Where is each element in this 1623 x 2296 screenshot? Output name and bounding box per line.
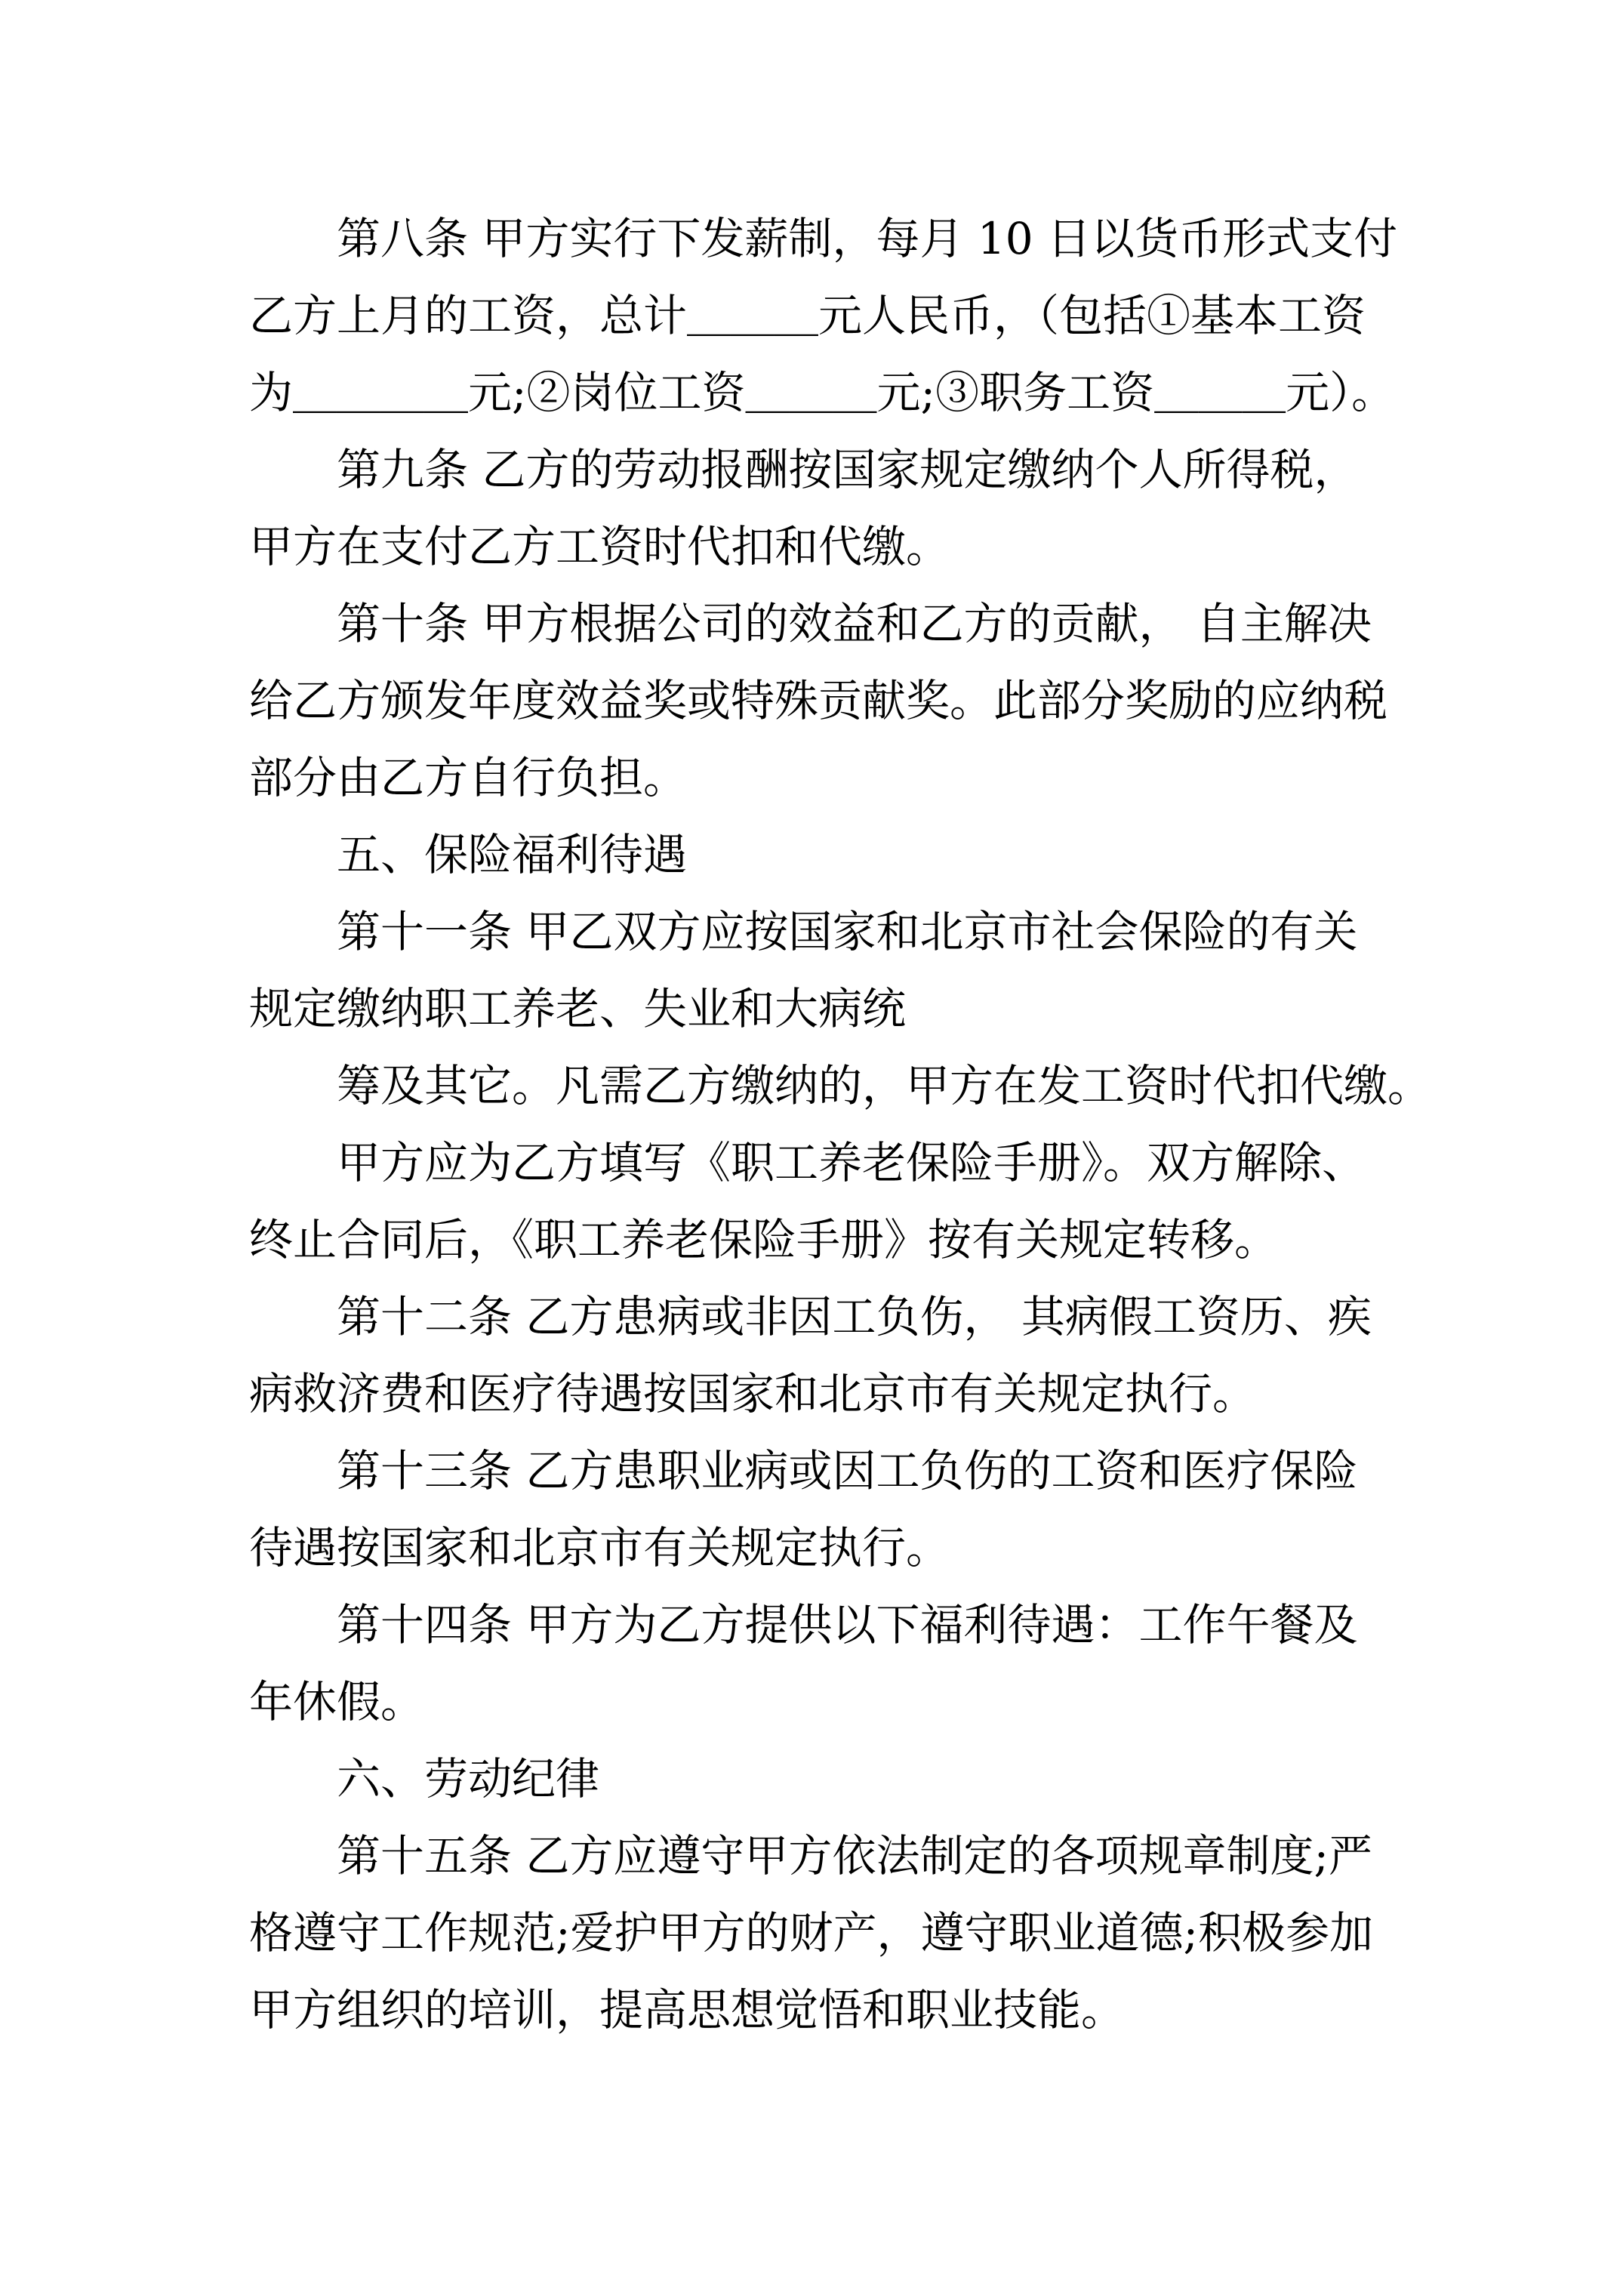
document-line: 终止合同后，《职工养老保险手册》按有关规定转移。 — [249, 1214, 1279, 1265]
document-line: 甲方应为乙方填写《职工养老保险手册》。双方解除、 — [337, 1137, 1366, 1188]
document-line: 年休假。 — [249, 1676, 425, 1727]
document-line: 第十二条 乙方患病或非因工负伤， 其病假工资历、疾 — [337, 1291, 1372, 1342]
document-line: 五、保险福利待遇 — [337, 829, 688, 880]
document-line: 第十四条 甲方为乙方提供以下福利待遇：工作午餐及 — [337, 1599, 1358, 1650]
document-line: 第九条 乙方的劳动报酬按国家规定缴纳个人所得税， — [337, 444, 1358, 495]
document-line: 乙方上月的工资，总计＿＿＿元人民币，（包括①基本工资 — [249, 290, 1366, 341]
document-line: 筹及其它。凡需乙方缴纳的，甲方在发工资时代扣代缴。 — [337, 1060, 1432, 1111]
document-line: 第十条 甲方根据公司的效益和乙方的贡献， 自主解决 — [337, 598, 1372, 649]
document-line: 甲方组织的培训，提高思想觉悟和职业技能。 — [249, 1984, 1126, 2036]
contract-body-text — [249, 200, 1472, 2048]
document-line: 第十一条 甲乙双方应按国家和北京市社会保险的有关 — [337, 906, 1358, 957]
document-line: 规定缴纳职工养老、失业和大病统 — [249, 983, 907, 1034]
document-line: 待遇按国家和北京市有关规定执行。 — [249, 1522, 950, 1573]
document-line: 为＿＿＿＿元;②岗位工资＿＿＿元;③职务工资＿＿＿元）。 — [249, 367, 1396, 418]
document-line: 第八条 甲方实行下发薪制，每月 10 日以货币形式支付 — [337, 213, 1398, 264]
document-line: 六、劳动纪律 — [337, 1753, 600, 1804]
document-line: 给乙方颁发年度效益奖或特殊贡献奖。此部分奖励的应纳税 — [249, 675, 1388, 726]
document-line: 部分由乙方自行负担。 — [249, 752, 688, 803]
document-line: 第十三条 乙方患职业病或因工负伤的工资和医疗保险 — [337, 1445, 1358, 1496]
document-line: 格遵守工作规范;爱护甲方的财产，遵守职业道德;积极参加 — [249, 1907, 1374, 1959]
document-line: 第十五条 乙方应遵守甲方依法制定的各项规章制度;严 — [337, 1830, 1372, 1881]
document-line: 病救济费和医疗待遇按国家和北京市有关规定执行。 — [249, 1368, 1257, 1419]
document-line: 甲方在支付乙方工资时代扣和代缴。 — [249, 521, 950, 572]
